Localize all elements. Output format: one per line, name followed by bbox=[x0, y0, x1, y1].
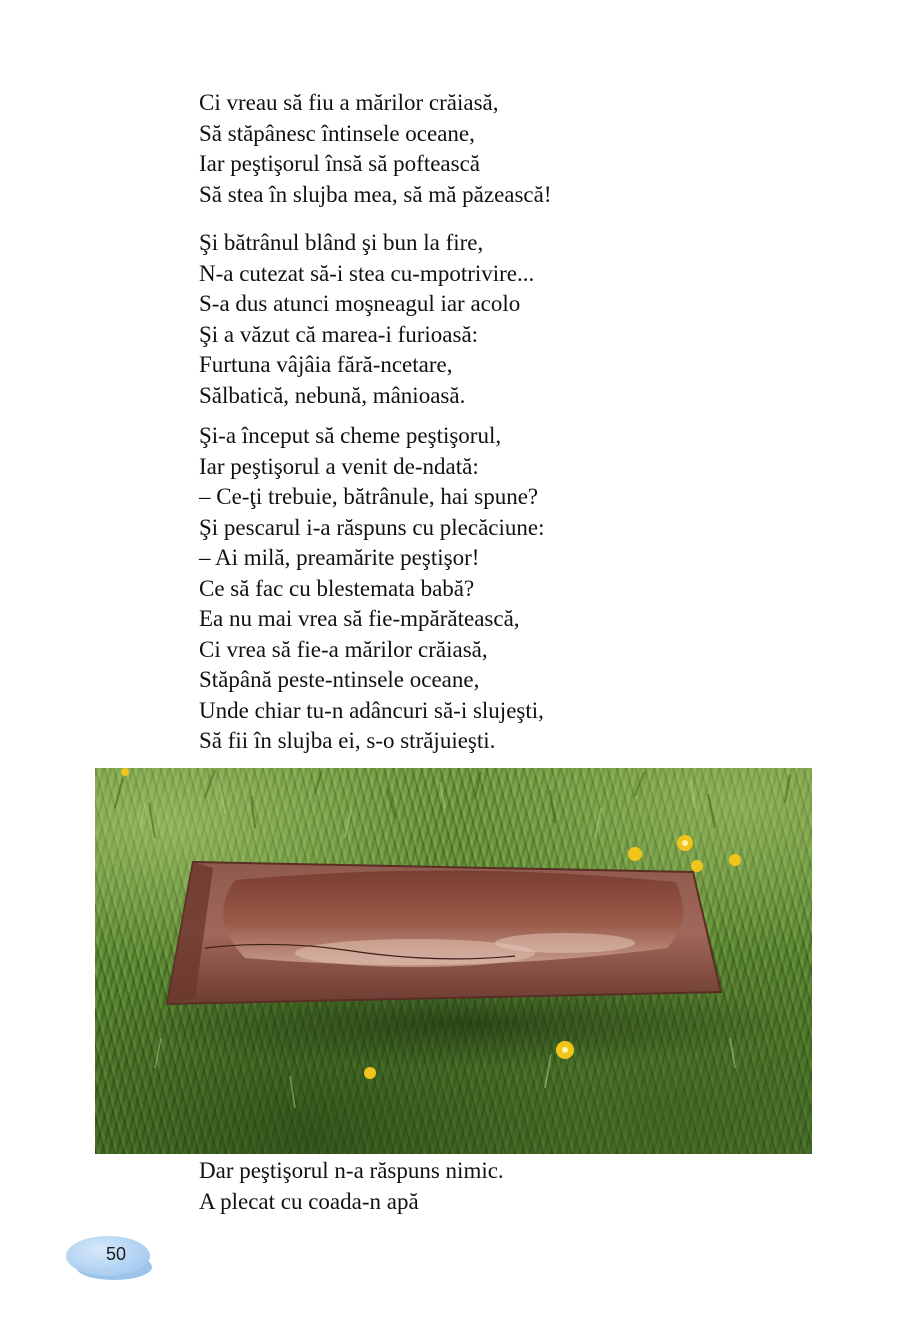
verse-line: Să stăpânesc întinsele oceane, bbox=[199, 120, 475, 146]
verse-line: S-a dus atunci moşneagul iar acolo bbox=[199, 291, 521, 316]
verse-line: Dar peştişorul n-a răspuns nimic. bbox=[199, 1158, 504, 1183]
verse-line: Stăpână peste-ntinsele oceane, bbox=[199, 667, 480, 692]
verse-line: Iar peştişorul a venit de-ndată: bbox=[199, 453, 479, 479]
verse-line: N-a cutezat să-i stea cu-mpotrivire... bbox=[199, 260, 535, 286]
verse-line: Ce să fac cu blestemata babă? bbox=[199, 575, 475, 601]
verse-line: Şi a văzut că marea-i furioasă: bbox=[199, 321, 479, 347]
verse-line: Furtuna vâjâia fără-ncetare, bbox=[199, 352, 453, 377]
verse-line: – Ai milă, preamărite peştişor! bbox=[199, 545, 480, 570]
verse-line: Şi-a început să cheme peştişorul, bbox=[199, 423, 502, 448]
verse-line: Ci vrea să fie-a mărilor crăiasă, bbox=[199, 636, 488, 662]
stanza-1 bbox=[199, 88, 819, 210]
stanza-4 bbox=[199, 1156, 819, 1217]
verse-line: Şi bătrânul blând şi bun la fire, bbox=[199, 230, 484, 255]
page-number-badge bbox=[66, 1234, 152, 1280]
verse-line: Ea nu mai vrea să fie-mpărătească, bbox=[199, 606, 520, 631]
verse-line: Ci vreau să fiu a mărilor crăiasă, bbox=[199, 90, 499, 115]
verse-line: Să fii în slujba ei, s-o străjuieşti. bbox=[199, 728, 496, 753]
stanza-2 bbox=[199, 228, 819, 411]
verse-line: Şi pescarul i-a răspuns cu plecăciune: bbox=[199, 514, 545, 540]
wooden-trough-photo bbox=[95, 768, 812, 1154]
verse-line: – Ce-ţi trebuie, bătrânule, hai spune? bbox=[199, 484, 539, 509]
verse-line: A plecat cu coada-n apă bbox=[199, 1188, 419, 1214]
verse-line: Sălbatică, nebună, mânioasă. bbox=[199, 382, 466, 408]
wooden-trough-illustration bbox=[95, 768, 812, 1154]
verse-line: Să stea în slujba mea, să mă păzească! bbox=[199, 181, 552, 207]
page-number: 50 bbox=[105, 1244, 127, 1264]
stanza-3 bbox=[199, 421, 819, 757]
verse-line: Iar peştişorul însă să poftească bbox=[199, 151, 481, 176]
verse-line: Unde chiar tu-n adâncuri să-i slujeşti, bbox=[199, 697, 544, 723]
